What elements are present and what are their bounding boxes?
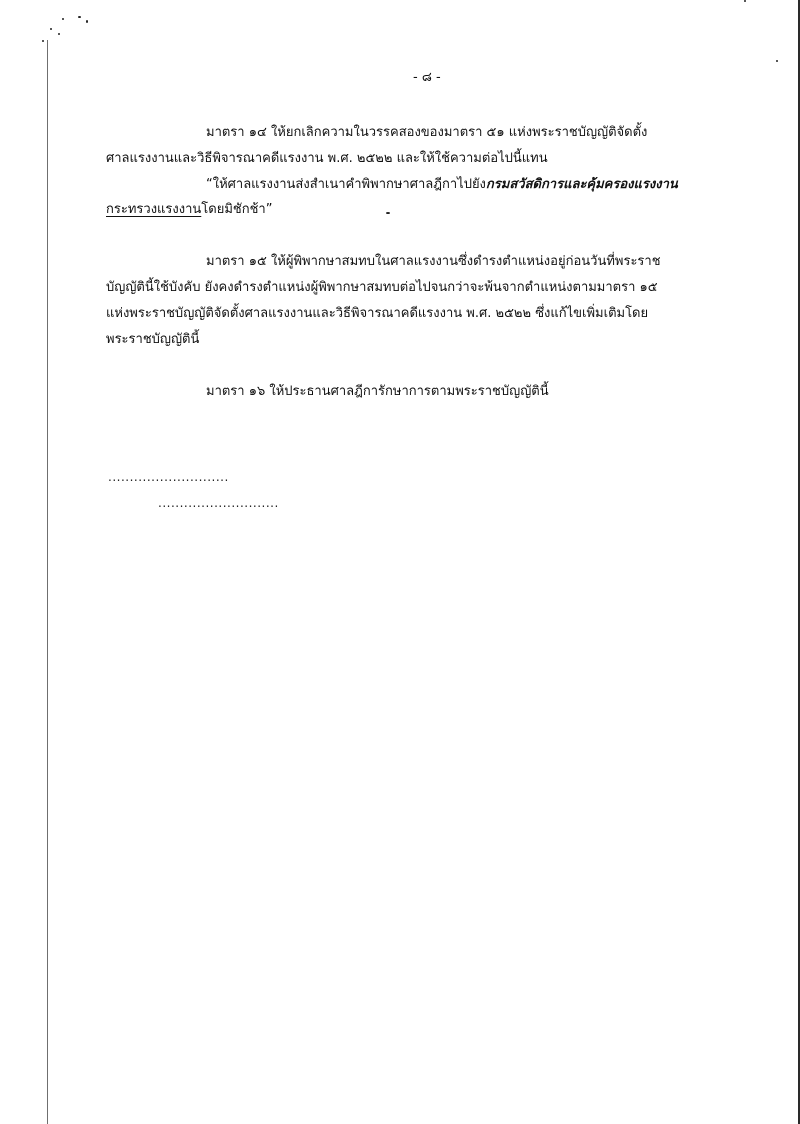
section-14-line-2: ศาลแรงงานและวิธีพิจารณาคดีแรงงาน พ.ศ. ๒๕๒๒ และให้ใช้ความต่อไปนี้แทน <box>106 151 548 166</box>
scan-speck <box>386 212 390 214</box>
section-14-line-1: มาตรา ๑๔ ให้ยกเลิกความในวรรคสองของมาตรา ๕๑ แห่งพระราชบัญญัติจัดตั้ง <box>206 125 648 140</box>
quote-suffix: โดยมิชักช้า” <box>201 202 273 217</box>
section-15-line-2: บัญญัตินี้ใช้บังคับ ยังคงดำรงตำแหน่งผู้พิพากษาสมทบต่อไปจนกว่าจะพ้นจากตำแหน่งตามมาตรา ๑๕ <box>106 280 658 295</box>
quote-department: กรมสวัสดิการและคุ้มครองแรงงาน <box>485 177 678 192</box>
quote-prefix: “ให้ศาลแรงงานส่งสำเนาคำพิพากษาศาลฎีกาไปยัง <box>206 177 486 192</box>
scan-speck <box>62 18 64 20</box>
quote-ministry: กระทรวงแรงงาน <box>106 202 202 217</box>
page-number: - ๘ - <box>413 70 441 85</box>
section-14-quote-line-1 <box>206 176 678 194</box>
scan-speck <box>42 40 44 42</box>
section-15-line-4: พระราชบัญญัตินี้ <box>106 332 200 347</box>
section-15-line-3: แห่งพระราชบัญญัติจัดตั้งศาลแรงงานและวิธีพิจารณาคดีแรงงาน พ.ศ. ๒๕๒๒ ซึ่งแก้ไขเพิ่มเติมโดย <box>106 306 649 321</box>
scan-speck <box>776 60 778 62</box>
scan-edge-left <box>47 40 48 1124</box>
scan-speck <box>78 16 81 18</box>
signature-dots-2: ............................ <box>158 496 279 510</box>
section-16-line-1: มาตรา ๑๖ ให้ประธานศาลฎีการักษาการตามพระราชบัญญัตินี้ <box>206 384 549 399</box>
scan-speck <box>58 33 60 35</box>
signature-dots-1: ............................ <box>108 470 229 484</box>
scan-speck <box>744 0 746 2</box>
section-14-quote-line-2 <box>106 201 272 219</box>
section-15-line-1: มาตรา ๑๕ ให้ผู้พิพากษาสมทบในศาลแรงงานซึ่งดำรงตำแหน่งอยู่ก่อนวันที่พระราช <box>206 254 661 269</box>
scan-speck <box>86 20 88 23</box>
scan-speck <box>50 28 52 30</box>
